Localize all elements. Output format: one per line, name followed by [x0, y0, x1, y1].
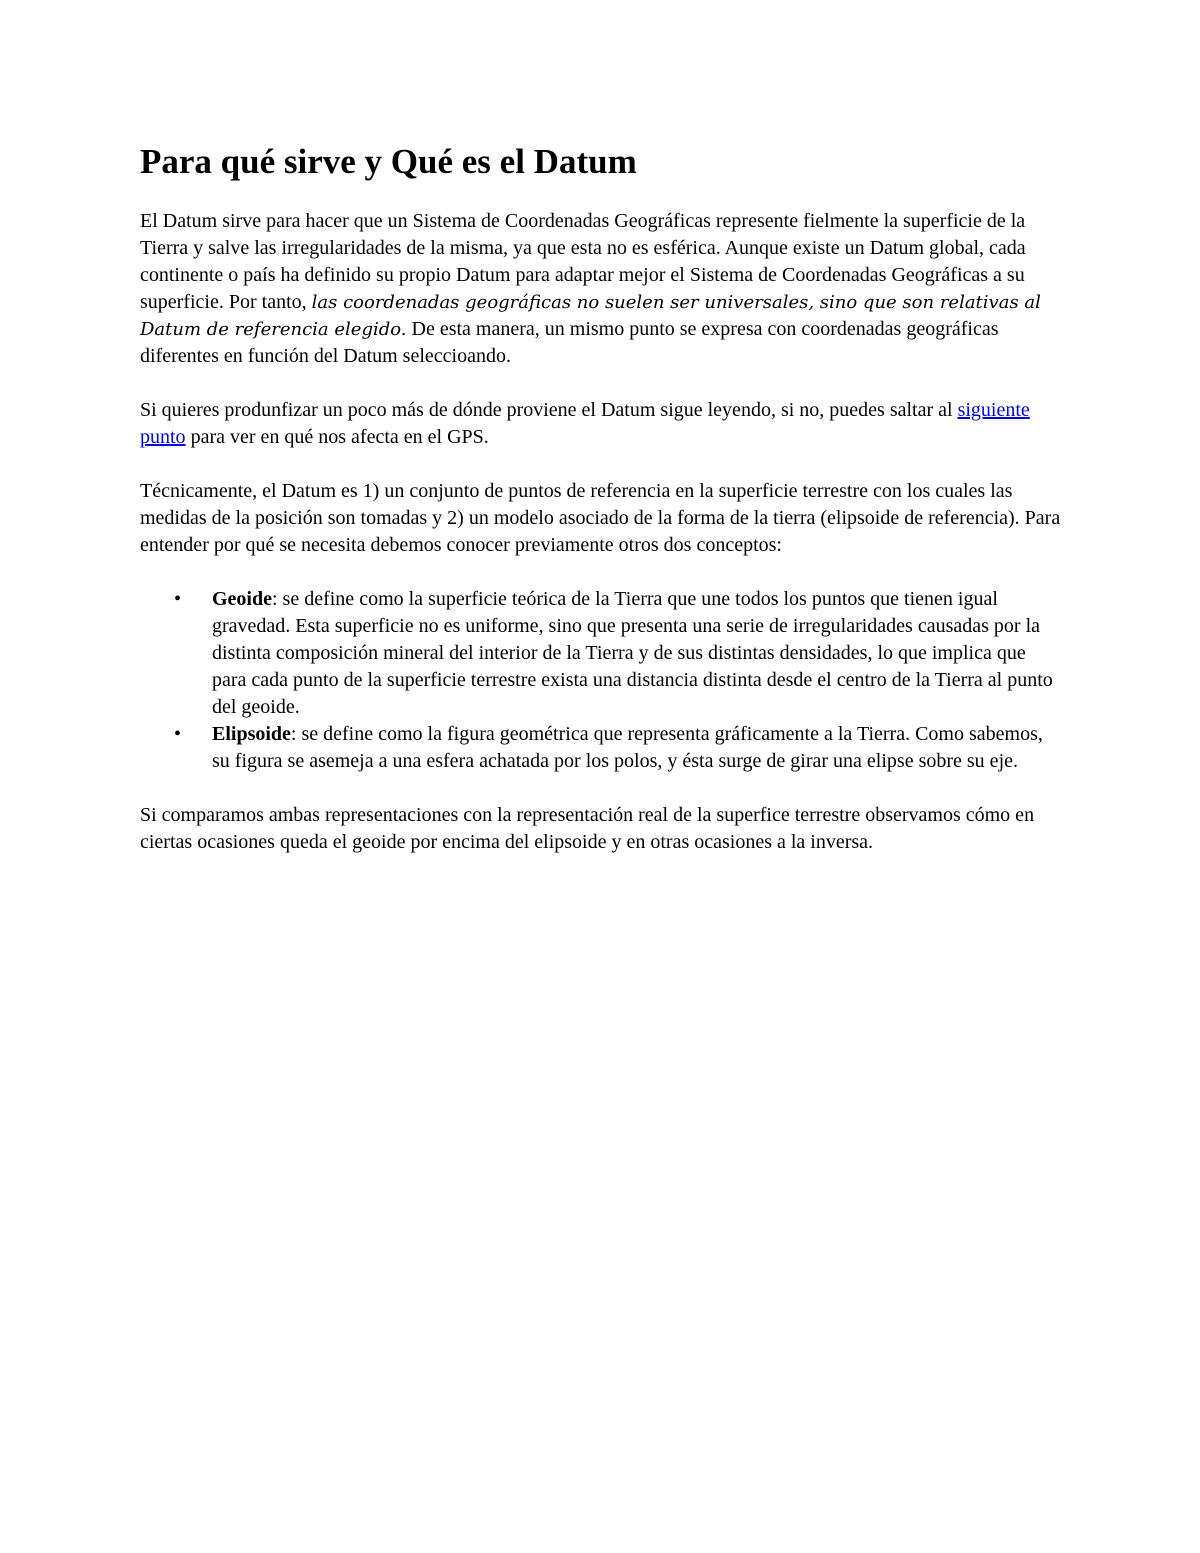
concepts-list — [140, 586, 1065, 775]
bullet-icon: • — [174, 723, 182, 745]
list-item-elipsoide — [174, 721, 1065, 775]
list-item-geoide — [174, 586, 1065, 721]
page-title: Para qué sirve y Qué es el Datum — [140, 142, 637, 181]
paragraph-technical-definition: Técnicamente, el Datum es 1) un conjunto de puntos de referencia en la superficie terrestre con los cuales las medidas de la posición son tomadas y 2) un modelo asociado de la forma de la tierra (elipsoide de referencia). Para entender por qué se necesita debemos conocer previamente otros dos conceptos: — [140, 480, 1061, 556]
paragraph-text-continued: para ver en qué nos afecta en el GPS. — [185, 426, 489, 448]
next-point-link[interactable]: siguiente punto — [140, 399, 1030, 448]
paragraph-text-continued: De esta manera, un mismo punto se expresa con coordenadas geográficas diferentes en función del Datum seleccioando. — [140, 318, 999, 367]
emphasized-text: las coordenadas geográficas no suelen ser universales, sino que son relativas al Datum de referencia elegido. — [140, 292, 1041, 340]
bullet-icon: • — [174, 588, 182, 610]
paragraph-text: El Datum sirve para hacer que un Sistema de Coordenadas Geográficas represente fielmente la superficie de la Tierra y salve las irregularidades de la misma, ya que esta no es esférica. Aunque existe un Datum global, cada continente o país ha definido su propio Datum para adaptar mejor el Sistema de Coordenadas Geográficas a su superficie. Por tanto, — [140, 210, 1026, 313]
definition-elipsoide: : se define como la figura geométrica que representa gráficamente a la Tierra. Como sabemos, su figura se asemeja a una esfera achatada por los polos, y ésta surge de girar una elipse sobre su eje. — [212, 723, 1043, 772]
term-geoide: Geoide — [212, 588, 272, 610]
paragraph-comparison: Si comparamos ambas representaciones con la representación real de la superfice terrestre observamos cómo en ciertas ocasiones queda el geoide por encima del elipsoide y en otras ocasiones a la inversa. — [140, 804, 1035, 853]
definition-geoide: : se define como la superficie teórica de la Tierra que une todos los puntos que tienen igual gravedad. Esta superficie no es uniforme, sino que presenta una serie de irregularidades causadas por la distinta composición mineral del interior de la Tierra y de sus distintas densidades, lo que implica que para cada punto de la superficie terrestre exista una distancia distinta desde el centro de la Tierra al punto del geoide. — [212, 588, 1053, 718]
paragraph-read-more — [140, 397, 1065, 451]
paragraph-datum-purpose — [140, 208, 1065, 370]
term-elipsoide: Elipsoide — [212, 723, 291, 745]
paragraph-text: Si quieres produnfizar un poco más de dónde proviene el Datum sigue leyendo, si no, puedes saltar al — [140, 399, 958, 421]
document-page — [140, 140, 1065, 883]
